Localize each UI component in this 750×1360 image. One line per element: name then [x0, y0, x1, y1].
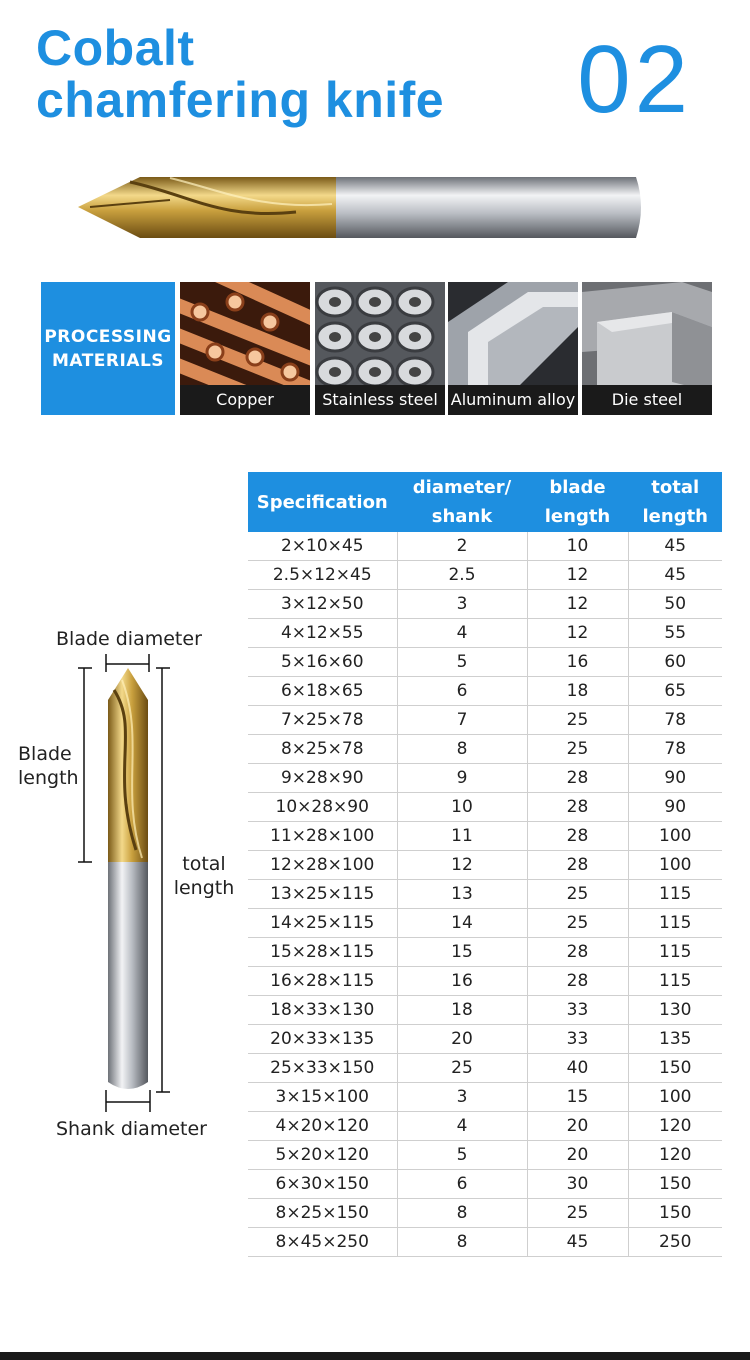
cell-diameter-shank: 3 — [397, 590, 527, 619]
material-card-stainless-steel — [315, 282, 445, 415]
cell-specification: 3×12×50 — [248, 590, 397, 619]
cell-blade-length: 33 — [527, 996, 628, 1025]
cell-blade-length: 28 — [527, 793, 628, 822]
table-row — [248, 938, 722, 967]
label-blade-diameter: Blade diameter — [56, 628, 202, 650]
cell-specification: 4×12×55 — [248, 619, 397, 648]
cell-blade-length: 25 — [527, 909, 628, 938]
cell-specification: 2.5×12×45 — [248, 561, 397, 590]
cell-diameter-shank: 5 — [397, 1141, 527, 1170]
table-row — [248, 793, 722, 822]
cell-total-length: 50 — [628, 590, 722, 619]
header-blade-length: blade length — [527, 472, 628, 532]
table-row — [248, 880, 722, 909]
cell-total-length: 60 — [628, 648, 722, 677]
cell-diameter-shank: 18 — [397, 996, 527, 1025]
cell-specification: 7×25×78 — [248, 706, 397, 735]
cell-blade-length: 12 — [527, 619, 628, 648]
cell-specification: 8×45×250 — [248, 1228, 397, 1257]
cell-specification: 25×33×150 — [248, 1054, 397, 1083]
cell-diameter-shank: 14 — [397, 909, 527, 938]
cell-total-length: 120 — [628, 1141, 722, 1170]
cell-blade-length: 28 — [527, 967, 628, 996]
cell-diameter-shank: 9 — [397, 764, 527, 793]
cell-specification: 13×25×115 — [248, 880, 397, 909]
cell-specification: 8×25×78 — [248, 735, 397, 764]
table-row — [248, 1083, 722, 1112]
table-row — [248, 1199, 722, 1228]
material-card-die-steel — [582, 282, 712, 415]
cell-specification: 18×33×130 — [248, 996, 397, 1025]
table-row — [248, 909, 722, 938]
table-header-row — [248, 472, 722, 532]
cell-total-length: 135 — [628, 1025, 722, 1054]
table-row — [248, 851, 722, 880]
cell-diameter-shank: 12 — [397, 851, 527, 880]
cell-specification: 20×33×135 — [248, 1025, 397, 1054]
cell-specification: 6×18×65 — [248, 677, 397, 706]
material-caption-copper: Copper — [180, 385, 310, 415]
table-row — [248, 1170, 722, 1199]
cell-blade-length: 28 — [527, 938, 628, 967]
table-row — [248, 764, 722, 793]
table-row — [248, 706, 722, 735]
cell-blade-length: 28 — [527, 764, 628, 793]
cell-total-length: 90 — [628, 764, 722, 793]
material-caption-die-steel: Die steel — [582, 385, 712, 415]
cell-blade-length: 12 — [527, 590, 628, 619]
cell-specification: 8×25×150 — [248, 1199, 397, 1228]
cell-diameter-shank: 15 — [397, 938, 527, 967]
cell-blade-length: 33 — [527, 1025, 628, 1054]
specification-table — [248, 472, 722, 1257]
table-row — [248, 648, 722, 677]
cell-specification: 6×30×150 — [248, 1170, 397, 1199]
page-title — [36, 22, 444, 126]
table-row — [248, 532, 722, 561]
table-row — [248, 735, 722, 764]
header-total-length: total length — [628, 472, 722, 532]
cell-specification: 3×15×100 — [248, 1083, 397, 1112]
cell-diameter-shank: 8 — [397, 1228, 527, 1257]
header-diameter-shank: diameter/ shank — [397, 472, 527, 532]
cell-total-length: 150 — [628, 1054, 722, 1083]
cell-blade-length: 25 — [527, 1199, 628, 1228]
hero-drill-shank — [336, 177, 641, 238]
product-number: 02 — [577, 26, 692, 133]
cell-diameter-shank: 8 — [397, 1199, 527, 1228]
drill-shank — [108, 862, 148, 1089]
title-line-1: Cobalt — [36, 20, 195, 76]
cell-diameter-shank: 8 — [397, 735, 527, 764]
cell-specification: 2×10×45 — [248, 532, 397, 561]
cell-specification: 11×28×100 — [248, 822, 397, 851]
cell-diameter-shank: 10 — [397, 793, 527, 822]
cell-diameter-shank: 6 — [397, 1170, 527, 1199]
label-blade-length: Blade length — [18, 743, 79, 789]
cell-blade-length: 20 — [527, 1112, 628, 1141]
cell-blade-length: 40 — [527, 1054, 628, 1083]
table-row — [248, 677, 722, 706]
cell-specification: 4×20×120 — [248, 1112, 397, 1141]
cell-total-length: 45 — [628, 561, 722, 590]
header-specification: Specification — [248, 472, 397, 532]
table-row — [248, 1025, 722, 1054]
cell-total-length: 250 — [628, 1228, 722, 1257]
material-card-aluminum-alloy — [448, 282, 578, 415]
table-row — [248, 1054, 722, 1083]
cell-total-length: 65 — [628, 677, 722, 706]
cell-total-length: 115 — [628, 909, 722, 938]
cell-diameter-shank: 7 — [397, 706, 527, 735]
cell-blade-length: 30 — [527, 1170, 628, 1199]
material-card-copper — [180, 282, 310, 415]
bottom-bar — [0, 1352, 750, 1360]
cell-blade-length: 16 — [527, 648, 628, 677]
cell-diameter-shank: 2.5 — [397, 561, 527, 590]
cell-total-length: 115 — [628, 938, 722, 967]
cell-total-length: 115 — [628, 967, 722, 996]
cell-diameter-shank: 4 — [397, 1112, 527, 1141]
table-row — [248, 561, 722, 590]
cell-diameter-shank: 2 — [397, 532, 527, 561]
cell-total-length: 100 — [628, 851, 722, 880]
label-total-length: total length — [173, 853, 235, 899]
cell-specification: 9×28×90 — [248, 764, 397, 793]
cell-total-length: 130 — [628, 996, 722, 1025]
cell-specification: 10×28×90 — [248, 793, 397, 822]
cell-specification: 15×28×115 — [248, 938, 397, 967]
cell-diameter-shank: 16 — [397, 967, 527, 996]
cell-total-length: 78 — [628, 735, 722, 764]
cell-diameter-shank: 11 — [397, 822, 527, 851]
table-row — [248, 590, 722, 619]
processing-materials-label: PROCESSING MATERIALS — [41, 282, 175, 415]
cell-blade-length: 25 — [527, 880, 628, 909]
table-row — [248, 996, 722, 1025]
table-row — [248, 1141, 722, 1170]
cell-blade-length: 10 — [527, 532, 628, 561]
cell-total-length: 90 — [628, 793, 722, 822]
hero-drill-image — [70, 160, 660, 260]
cell-diameter-shank: 20 — [397, 1025, 527, 1054]
cell-specification: 12×28×100 — [248, 851, 397, 880]
cell-blade-length: 25 — [527, 706, 628, 735]
drill-dimension-diagram — [70, 650, 180, 1120]
cell-total-length: 55 — [628, 619, 722, 648]
table-row — [248, 619, 722, 648]
cell-total-length: 150 — [628, 1170, 722, 1199]
material-caption-stainless-steel: Stainless steel — [315, 385, 445, 415]
cell-specification: 5×16×60 — [248, 648, 397, 677]
cell-diameter-shank: 5 — [397, 648, 527, 677]
cell-total-length: 100 — [628, 1083, 722, 1112]
cell-total-length: 78 — [628, 706, 722, 735]
cell-diameter-shank: 3 — [397, 1083, 527, 1112]
cell-blade-length: 18 — [527, 677, 628, 706]
table-row — [248, 1112, 722, 1141]
table-row — [248, 822, 722, 851]
cell-total-length: 115 — [628, 880, 722, 909]
cell-blade-length: 25 — [527, 735, 628, 764]
cell-specification: 14×25×115 — [248, 909, 397, 938]
cell-specification: 16×28×115 — [248, 967, 397, 996]
table-row — [248, 1228, 722, 1257]
cell-total-length: 100 — [628, 822, 722, 851]
cell-diameter-shank: 25 — [397, 1054, 527, 1083]
cell-blade-length: 45 — [527, 1228, 628, 1257]
cell-diameter-shank: 13 — [397, 880, 527, 909]
title-line-2: chamfering knife — [36, 72, 445, 128]
table-row — [248, 967, 722, 996]
material-caption-aluminum-alloy: Aluminum alloy — [448, 385, 578, 415]
cell-diameter-shank: 4 — [397, 619, 527, 648]
cell-total-length: 150 — [628, 1199, 722, 1228]
cell-blade-length: 28 — [527, 851, 628, 880]
hero-drill-blade — [78, 177, 336, 238]
label-shank-diameter: Shank diameter — [56, 1118, 207, 1140]
cell-blade-length: 28 — [527, 822, 628, 851]
cell-blade-length: 12 — [527, 561, 628, 590]
cell-blade-length: 20 — [527, 1141, 628, 1170]
cell-diameter-shank: 6 — [397, 677, 527, 706]
cell-specification: 5×20×120 — [248, 1141, 397, 1170]
cell-total-length: 45 — [628, 532, 722, 561]
cell-blade-length: 15 — [527, 1083, 628, 1112]
cell-total-length: 120 — [628, 1112, 722, 1141]
